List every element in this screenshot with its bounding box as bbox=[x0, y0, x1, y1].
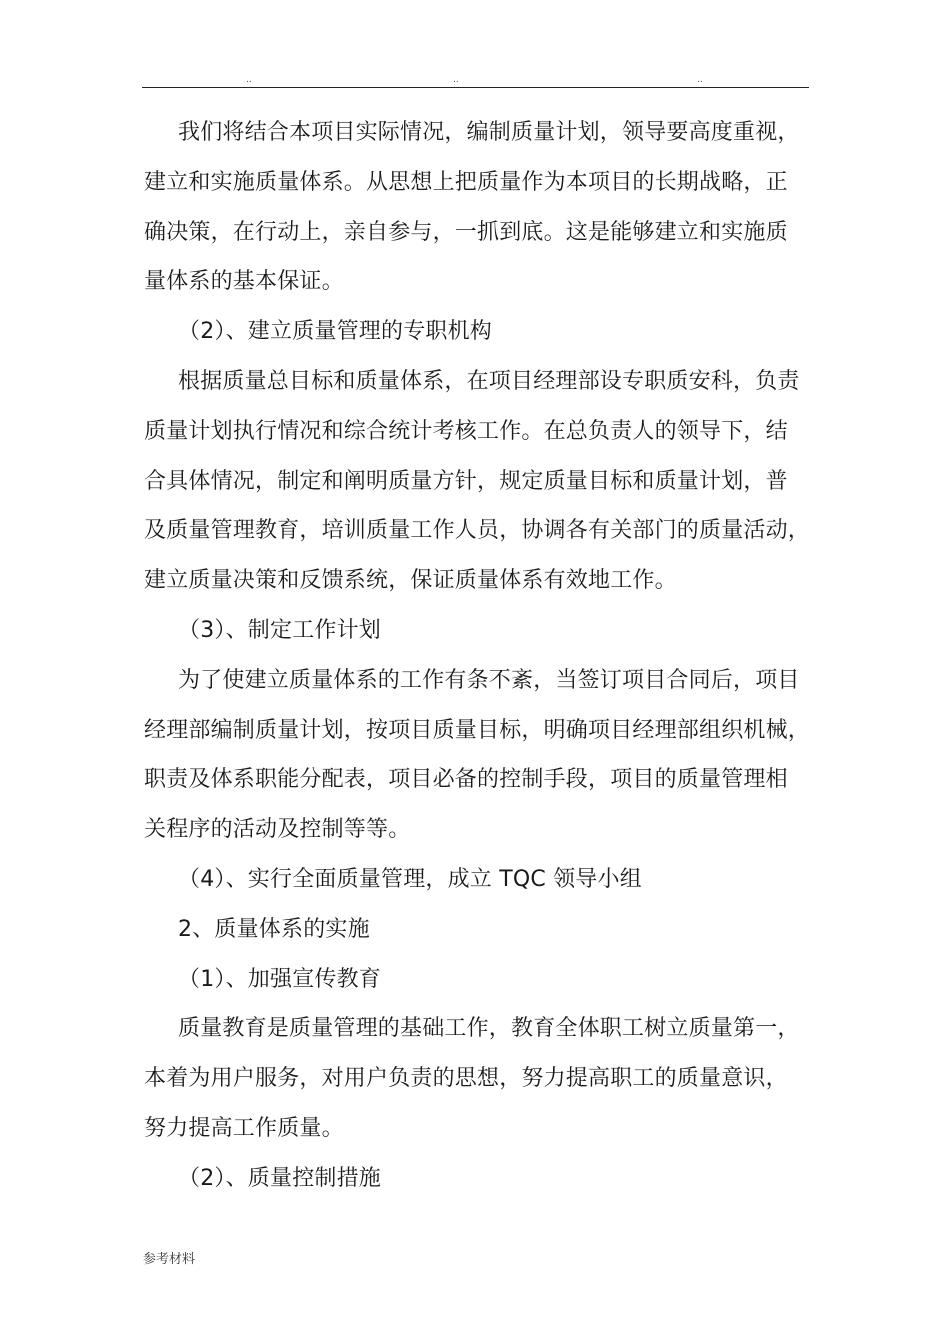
paragraph-line: 合具体情况，制定和阐明质量方针，规定质量目标和质量计划，普 bbox=[144, 468, 788, 494]
header-divider bbox=[142, 87, 809, 88]
paragraph-line: 建立质量决策和反馈系统，保证质量体系有效地工作。 bbox=[144, 568, 677, 594]
paragraph-line: 根据质量总目标和质量体系，在项目经理部设专职质安科，负责 bbox=[178, 368, 800, 394]
paragraph-line: 职责及体系职能分配表，项目必备的控制手段，项目的质量管理相 bbox=[144, 767, 788, 793]
page-footer: 参考材料 bbox=[143, 1252, 196, 1267]
paragraph-line: 质量计划执行情况和综合统计考核工作。在总负责人的领导下，结 bbox=[144, 418, 788, 444]
paragraph-line: 关程序的活动及控制等等。 bbox=[144, 817, 411, 843]
paragraph-line: 量体系的基本保证。 bbox=[144, 269, 344, 295]
paragraph-line: 经理部编制质量计划，按项目质量目标，明确项目经理部组织机械， bbox=[144, 717, 811, 743]
paragraph-line: 建立和实施质量体系。从思想上把质量作为本项目的长期战略，正 bbox=[144, 169, 788, 195]
section-heading: 2、质量体系的实施 bbox=[178, 916, 370, 942]
paragraph-line: 确决策，在行动上，亲自参与，一抓到底。这是能够建立和实施质 bbox=[144, 219, 788, 245]
paragraph-line: 及质量管理教育，培训质量工作人员，协调各有关部门的质量活动， bbox=[144, 518, 811, 544]
section-heading: （2）、质量控制措施 bbox=[178, 1165, 381, 1191]
paragraph-line: 我们将结合本项目实际情况，编制质量计划，领导要高度重视， bbox=[178, 120, 800, 145]
paragraph-line: 本着为用户服务，对用户负责的思想，努力提高职工的质量意识， bbox=[144, 1066, 788, 1092]
paragraph-line: 质量教育是质量管理的基础工作，教育全体职工树立质量第一， bbox=[178, 1016, 800, 1042]
paragraph-line: 努力提高工作质量。 bbox=[144, 1115, 344, 1141]
paragraph-line: 为了使建立质量体系的工作有条不紊，当签订项目合同后，项目 bbox=[178, 667, 800, 693]
header-mark-right: .. bbox=[697, 75, 703, 85]
section-heading: （4）、实行全面质量管理，成立 TQC 领导小组 bbox=[178, 866, 642, 892]
header-mark-center: .. bbox=[453, 75, 459, 85]
header-mark-left: .. bbox=[246, 75, 252, 85]
page-header bbox=[0, 74, 950, 86]
section-heading: （3）、制定工作计划 bbox=[178, 617, 381, 643]
document-body bbox=[144, 108, 834, 1204]
section-heading: （2）、建立质量管理的专职机构 bbox=[178, 319, 492, 345]
section-heading: （1）、加强宣传教育 bbox=[178, 966, 381, 992]
